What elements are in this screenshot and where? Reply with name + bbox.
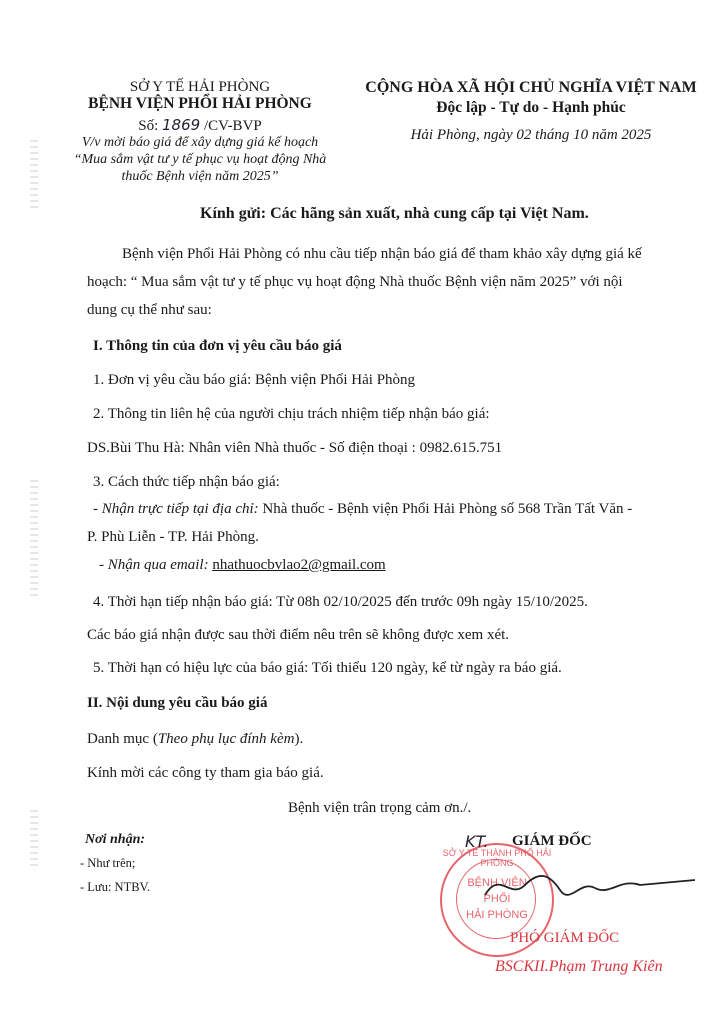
item-2: 2. Thông tin liên hệ của người chịu trách nhiệm tiếp nhận báo giá: [93, 406, 490, 422]
direct-label: - Nhận trực tiếp tại địa chỉ: [93, 501, 259, 517]
intro-line: Bệnh viện Phổi Hải Phòng có nhu cầu tiếp nhận báo giá để tham khảo xây dựng giá kế [122, 246, 642, 262]
invitation: Kính mời các công ty tham gia báo giá. [87, 765, 324, 781]
ministry: SỞ Y TẾ HẢI PHÒNG [129, 79, 271, 95]
email-link[interactable]: nhathuocbvlao2@gmail.com [212, 557, 386, 573]
addressee: Kính gửi: Các hãng sản xuất, nhà cung cấp tại Việt Nam. [200, 205, 589, 222]
email-delivery [99, 557, 386, 574]
stamp-ring-text: SỞ Y TẾ THÀNH PHỐ HẢI PHÒNG [442, 848, 552, 868]
hospital-name: BỆNH VIỆN PHỔI HẢI PHÒNG [88, 95, 312, 112]
subject-line: V/v mời báo giá để xây dựng giá kế hoạch [81, 135, 319, 150]
list-prefix: Danh mục ( [87, 731, 158, 747]
list-suffix: ). [294, 731, 304, 747]
direct-address-cont: P. Phù Liễn - TP. Hải Phòng. [87, 529, 259, 545]
stamp-text: BỆNH VIỆN [467, 877, 527, 889]
thanks: Bệnh viện trân trọng cảm ơn./. [288, 800, 472, 816]
country-name: CỘNG HÒA XÃ HỘI CHỦ NGHĨA VIỆT NAM [365, 79, 697, 96]
number-suffix: /CV-BVP [203, 118, 262, 134]
direct-address: Nhà thuốc - Bệnh viện Phổi Hải Phòng số 568 Trần Tất Văn - [258, 501, 633, 517]
late-note: Các báo giá nhận được sau thời điểm nêu trên sẽ không được xem xét. [87, 627, 510, 643]
signature-mark [480, 860, 700, 910]
list-reference [87, 731, 303, 748]
director-title: GIÁM ĐỐC [512, 833, 592, 849]
item-3: 3. Cách thức tiếp nhận báo giá: [93, 474, 280, 490]
scan-edge-mark [30, 140, 38, 210]
scan-edge-mark [30, 810, 38, 870]
item-5: 5. Thời hạn có hiệu lực của báo giá: Tối thiểu 120 ngày, kể từ ngày ra báo giá. [93, 660, 562, 676]
direct-delivery [93, 501, 632, 518]
item-1: 1. Đơn vị yêu cầu báo giá: Bệnh viện Phổi Hải Phòng [93, 372, 416, 388]
recipient-item: - Lưu: NTBV. [80, 880, 151, 894]
handwritten-number: 1869 [162, 116, 201, 134]
section-2-title: II. Nội dung yêu cầu báo giá [87, 695, 268, 711]
intro-line: dung cụ thể như sau: [87, 302, 212, 318]
subject-line: “Mua sắm vật tư y tế phục vụ hoạt động Nhà [73, 152, 327, 167]
contact-info: DS.Bùi Thu Hà: Nhân viên Nhà thuốc - Số điện thoại : 0982.615.751 [87, 440, 503, 456]
recipients-title: Nơi nhận: [85, 832, 146, 847]
kt-prefix: KT. [465, 832, 489, 851]
stamp-text: HẢI PHÒNG [466, 909, 528, 921]
recipient-item: - Như trên; [80, 856, 136, 870]
stamp-text: PHỔI [483, 893, 511, 905]
deputy-director-title: PHÓ GIÁM ĐỐC [510, 930, 620, 946]
motto: Độc lập - Tự do - Hạnh phúc [436, 99, 626, 116]
intro-line: hoạch: “ Mua sắm vật tư y tế phục vụ hoạt động Nhà thuốc Bệnh viện năm 2025” với nội [87, 274, 623, 290]
attachment-note: Theo phụ lục đính kèm [157, 731, 295, 747]
number-label: Số: [138, 118, 159, 134]
signer-name: BSCKII.Phạm Trung Kiên [495, 958, 663, 975]
section-1-title: I. Thông tin của đơn vị yêu cầu báo giá [93, 338, 342, 354]
email-label: - Nhận qua email: [99, 557, 209, 573]
date: Hải Phòng, ngày 02 tháng 10 năm 2025 [410, 127, 652, 143]
subject-line: thuốc Bệnh viện năm 2025” [121, 169, 279, 184]
item-4: 4. Thời hạn tiếp nhận báo giá: Từ 08h 02/10/2025 đến trước 09h ngày 15/10/2025. [93, 594, 588, 610]
document-number [60, 116, 340, 135]
scan-edge-mark [30, 480, 38, 600]
